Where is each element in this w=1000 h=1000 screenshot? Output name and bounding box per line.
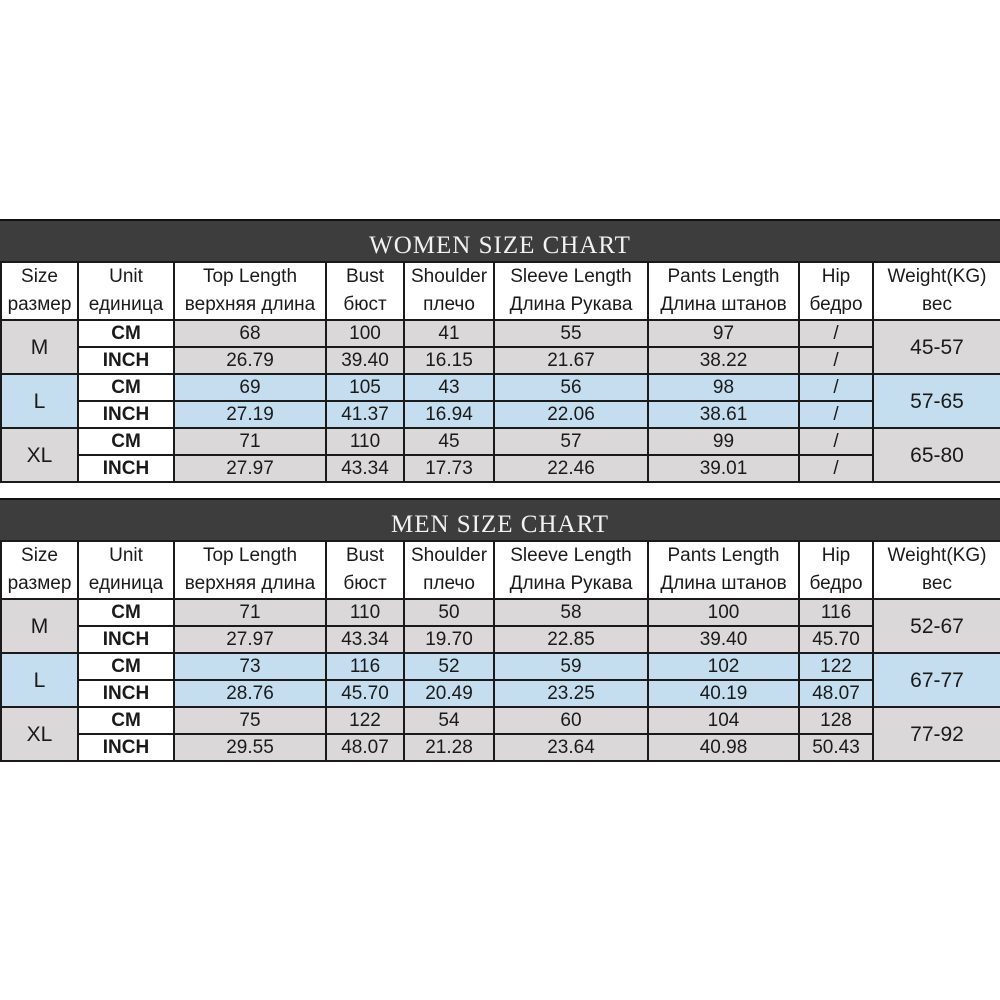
size-cell: M: [1, 599, 78, 653]
top-length-cell: 29.55: [174, 734, 326, 761]
column-header-ru: вес: [922, 294, 952, 315]
shoulder-cell: 16.15: [404, 347, 494, 374]
column-header-ru: верхняя длина: [184, 573, 316, 594]
table-row: [1, 374, 1000, 401]
column-header-ru: Длина штанов: [660, 573, 787, 594]
shoulder-cell: 16.94: [404, 401, 494, 428]
hip-cell: /: [799, 320, 873, 347]
column-header-en: Bust: [345, 266, 385, 287]
unit-cell: CM: [78, 653, 174, 680]
shoulder-cell: 41: [404, 320, 494, 347]
pants-length-cell: 40.98: [648, 734, 799, 761]
column-header-en: Weight(KG): [887, 545, 987, 566]
column-header: [494, 541, 648, 599]
hip-cell: /: [799, 455, 873, 482]
size-cell: XL: [1, 707, 78, 761]
size-cell: L: [1, 374, 78, 428]
column-header-en: Sleeve Length: [510, 545, 632, 566]
column-header-ru: размер: [7, 294, 72, 315]
top-length-cell: 27.97: [174, 626, 326, 653]
column-header-en: Top Length: [202, 545, 298, 566]
unit-cell: CM: [78, 374, 174, 401]
shoulder-cell: 52: [404, 653, 494, 680]
column-header-ru: бюст: [343, 294, 387, 315]
sleeve-length-cell: 59: [494, 653, 648, 680]
shoulder-cell: 19.70: [404, 626, 494, 653]
column-header: [174, 541, 326, 599]
pants-length-cell: 104: [648, 707, 799, 734]
column-header-en: Sleeve Length: [510, 266, 632, 287]
hip-cell: 122: [799, 653, 873, 680]
column-header: [326, 262, 404, 320]
top-length-cell: 28.76: [174, 680, 326, 707]
unit-cell: INCH: [78, 626, 174, 653]
column-header-ru: Длина штанов: [660, 294, 787, 315]
column-header: [1, 262, 78, 320]
table-row: [1, 320, 1000, 347]
top-length-cell: 26.79: [174, 347, 326, 374]
chart-title: MEN SIZE CHART: [0, 498, 1000, 540]
sleeve-length-cell: 22.06: [494, 401, 648, 428]
column-header: [404, 541, 494, 599]
bust-cell: 116: [326, 653, 404, 680]
column-header-en: Pants Length: [667, 266, 780, 287]
weight-cell: 77-92: [873, 707, 1000, 761]
column-header: [799, 541, 873, 599]
shoulder-cell: 21.28: [404, 734, 494, 761]
column-header: [326, 541, 404, 599]
column-header: [648, 262, 799, 320]
column-header-en: Pants Length: [667, 545, 780, 566]
column-header-en: Unit: [109, 545, 143, 566]
women-size-chart: [0, 219, 1000, 483]
column-header-ru: плечо: [423, 294, 475, 315]
unit-cell: CM: [78, 707, 174, 734]
pants-length-cell: 98: [648, 374, 799, 401]
shoulder-cell: 43: [404, 374, 494, 401]
weight-cell: 67-77: [873, 653, 1000, 707]
column-header-ru: единица: [88, 294, 164, 315]
pants-length-cell: 102: [648, 653, 799, 680]
column-header: [873, 262, 1000, 320]
pants-length-cell: 38.22: [648, 347, 799, 374]
unit-cell: INCH: [78, 401, 174, 428]
hip-cell: /: [799, 374, 873, 401]
sleeve-length-cell: 22.46: [494, 455, 648, 482]
pants-length-cell: 100: [648, 599, 799, 626]
shoulder-cell: 17.73: [404, 455, 494, 482]
bust-cell: 110: [326, 599, 404, 626]
top-length-cell: 27.97: [174, 455, 326, 482]
size-table: [0, 540, 1000, 762]
pants-length-cell: 39.01: [648, 455, 799, 482]
hip-cell: /: [799, 428, 873, 455]
sleeve-length-cell: 56: [494, 374, 648, 401]
column-header-ru: плечо: [423, 573, 475, 594]
column-header-en: Unit: [109, 266, 143, 287]
men-size-chart: [0, 498, 1000, 762]
column-header: [174, 262, 326, 320]
bust-cell: 41.37: [326, 401, 404, 428]
column-header-ru: Длина Рукава: [509, 294, 633, 315]
unit-cell: INCH: [78, 347, 174, 374]
table-row: [1, 428, 1000, 455]
top-length-cell: 71: [174, 599, 326, 626]
table-row: [1, 734, 1000, 761]
column-header-en: Size: [21, 545, 58, 566]
column-header-ru: верхняя длина: [184, 294, 316, 315]
top-length-cell: 68: [174, 320, 326, 347]
column-header-ru: бедро: [809, 573, 863, 594]
column-header-ru: бюст: [343, 573, 387, 594]
table-row: [1, 626, 1000, 653]
bust-cell: 110: [326, 428, 404, 455]
hip-cell: 50.43: [799, 734, 873, 761]
column-header-en: Hip: [821, 545, 851, 566]
column-header-ru: вес: [922, 573, 952, 594]
unit-cell: CM: [78, 428, 174, 455]
column-header-en: Shoulder: [410, 266, 488, 287]
bust-cell: 43.34: [326, 626, 404, 653]
hip-cell: /: [799, 347, 873, 374]
bust-cell: 39.40: [326, 347, 404, 374]
top-length-cell: 73: [174, 653, 326, 680]
column-header: [873, 541, 1000, 599]
column-header: [78, 262, 174, 320]
shoulder-cell: 45: [404, 428, 494, 455]
sleeve-length-cell: 55: [494, 320, 648, 347]
column-header: [648, 541, 799, 599]
hip-cell: 45.70: [799, 626, 873, 653]
column-header: [1, 541, 78, 599]
bust-cell: 122: [326, 707, 404, 734]
sleeve-length-cell: 23.25: [494, 680, 648, 707]
top-length-cell: 71: [174, 428, 326, 455]
shoulder-cell: 50: [404, 599, 494, 626]
sleeve-length-cell: 22.85: [494, 626, 648, 653]
column-header-en: Hip: [821, 266, 851, 287]
shoulder-cell: 54: [404, 707, 494, 734]
column-header-en: Bust: [345, 545, 385, 566]
sleeve-length-cell: 57: [494, 428, 648, 455]
pants-length-cell: 39.40: [648, 626, 799, 653]
unit-cell: CM: [78, 320, 174, 347]
sleeve-length-cell: 23.64: [494, 734, 648, 761]
bust-cell: 100: [326, 320, 404, 347]
column-header-en: Weight(KG): [887, 266, 987, 287]
header-row: [1, 541, 1000, 599]
top-length-cell: 75: [174, 707, 326, 734]
bust-cell: 48.07: [326, 734, 404, 761]
chart-title: WOMEN SIZE CHART: [0, 219, 1000, 261]
table-row: [1, 401, 1000, 428]
bust-cell: 43.34: [326, 455, 404, 482]
unit-cell: CM: [78, 599, 174, 626]
sleeve-length-cell: 21.67: [494, 347, 648, 374]
column-header-ru: бедро: [809, 294, 863, 315]
sleeve-length-cell: 58: [494, 599, 648, 626]
column-header-en: Size: [21, 266, 58, 287]
weight-cell: 57-65: [873, 374, 1000, 428]
unit-cell: INCH: [78, 455, 174, 482]
top-length-cell: 69: [174, 374, 326, 401]
size-cell: M: [1, 320, 78, 374]
hip-cell: 128: [799, 707, 873, 734]
table-row: [1, 599, 1000, 626]
table-row: [1, 455, 1000, 482]
pants-length-cell: 38.61: [648, 401, 799, 428]
table-row: [1, 680, 1000, 707]
top-length-cell: 27.19: [174, 401, 326, 428]
table-row: [1, 707, 1000, 734]
column-header-ru: размер: [7, 573, 72, 594]
column-header: [799, 262, 873, 320]
bust-cell: 105: [326, 374, 404, 401]
weight-cell: 45-57: [873, 320, 1000, 374]
column-header-en: Top Length: [202, 266, 298, 287]
sleeve-length-cell: 60: [494, 707, 648, 734]
weight-cell: 65-80: [873, 428, 1000, 482]
pants-length-cell: 40.19: [648, 680, 799, 707]
size-table: [0, 261, 1000, 483]
column-header: [404, 262, 494, 320]
pants-length-cell: 99: [648, 428, 799, 455]
column-header-en: Shoulder: [410, 545, 488, 566]
shoulder-cell: 20.49: [404, 680, 494, 707]
column-header: [78, 541, 174, 599]
bust-cell: 45.70: [326, 680, 404, 707]
header-row: [1, 262, 1000, 320]
table-row: [1, 347, 1000, 374]
hip-cell: /: [799, 401, 873, 428]
pants-length-cell: 97: [648, 320, 799, 347]
size-cell: XL: [1, 428, 78, 482]
table-row: [1, 653, 1000, 680]
column-header-ru: Длина Рукава: [509, 573, 633, 594]
size-cell: L: [1, 653, 78, 707]
weight-cell: 52-67: [873, 599, 1000, 653]
column-header: [494, 262, 648, 320]
unit-cell: INCH: [78, 680, 174, 707]
unit-cell: INCH: [78, 734, 174, 761]
column-header-ru: единица: [88, 573, 164, 594]
hip-cell: 48.07: [799, 680, 873, 707]
hip-cell: 116: [799, 599, 873, 626]
